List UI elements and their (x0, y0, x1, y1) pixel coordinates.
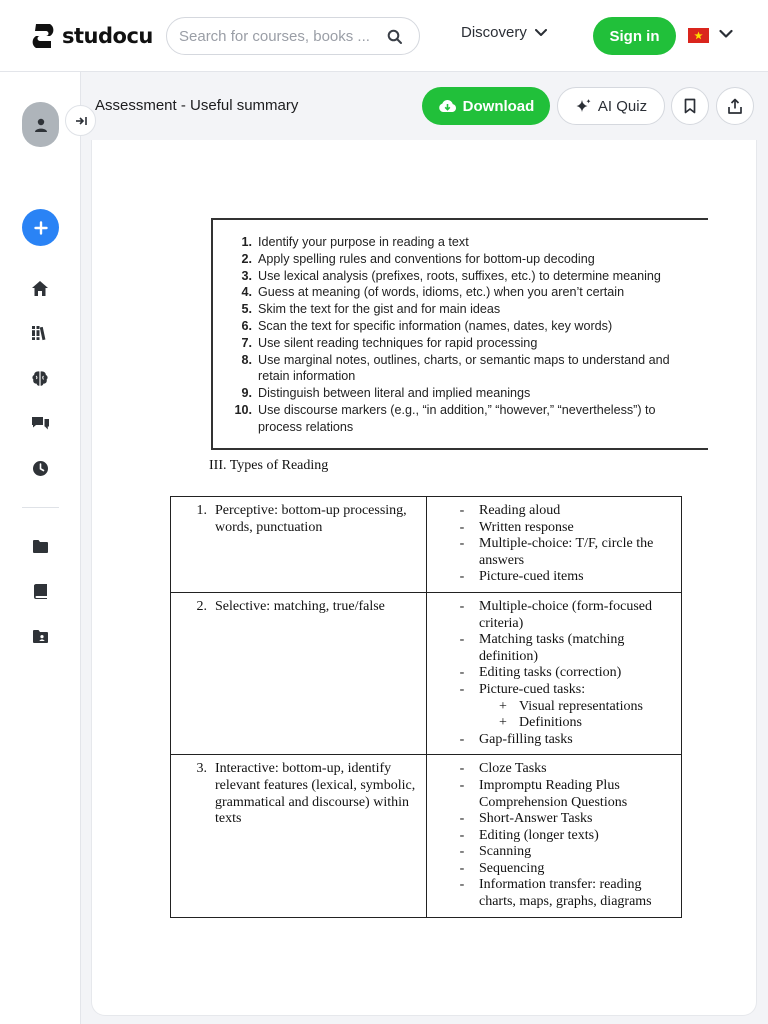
reading-type (179, 503, 418, 536)
chevron-down-icon (535, 24, 547, 41)
studocu-logo-icon (28, 21, 58, 51)
task-text: Multiple-choice (form-focused criteria) (479, 598, 652, 631)
reading-type (179, 599, 418, 616)
cloud-download-icon (438, 99, 457, 113)
strategy-number: 9. (241, 386, 252, 401)
avatar[interactable] (22, 102, 59, 147)
task-text: Sequencing (479, 860, 545, 876)
strategy-text: Scan the text for specific information (names, dates, key words) (258, 318, 613, 333)
ai-quiz-button[interactable] (557, 87, 665, 125)
strategy-text: Use marginal notes, outlines, charts, or semantic maps to understand and retain information (258, 352, 670, 384)
collapse-sidebar-icon (75, 116, 87, 126)
strategy-item (231, 352, 701, 386)
reading-strategies-list (231, 234, 701, 436)
task-text: Written response (479, 519, 574, 535)
strategy-text: Identify your purpose in reading a text (258, 235, 469, 249)
task-item (435, 778, 673, 811)
task-text: Picture-cued items (479, 569, 584, 585)
task-bullet: - (459, 877, 465, 893)
share-icon (727, 98, 743, 115)
strategy-text: Apply spelling rules and conventions for bottom-up decoding (258, 251, 595, 266)
chat-icon[interactable] (30, 413, 50, 433)
task-item (435, 665, 673, 682)
task-text: Impromptu Reading Plus Comprehension Questions (479, 777, 628, 810)
document-title: Assessment - Useful summary (95, 97, 299, 114)
task-bullet: - (459, 827, 465, 843)
task-item (435, 861, 673, 878)
create-button[interactable] (22, 209, 59, 246)
reading-types-table (170, 496, 682, 918)
bookmark-button[interactable] (671, 87, 709, 125)
task-list-cell (427, 755, 682, 917)
reading-type-number: 1. (196, 503, 207, 518)
strategy-number: 10. (234, 402, 252, 417)
strategy-text: Distinguish between literal and implied meanings (258, 386, 531, 401)
task-text: Multiple-choice: T/F, circle the answers (479, 536, 654, 568)
strategy-number: 4. (241, 285, 252, 300)
search-input[interactable] (179, 28, 375, 45)
strategy-item (231, 402, 701, 436)
table-row (171, 755, 682, 917)
reading-type-text: Interactive: bottom-up, identify relevant features (lexical, symbolic, grammatical and discourse) within texts (215, 761, 416, 827)
strategy-item (231, 268, 701, 285)
task-text: Picture-cued tasks: (479, 681, 586, 697)
task-item (435, 732, 673, 749)
task-item (435, 599, 673, 632)
strategy-item (231, 385, 701, 402)
strategy-number: 6. (241, 318, 252, 333)
bookmark-icon (684, 98, 696, 114)
vietnam-flag-icon[interactable] (688, 28, 709, 43)
strategy-number: 3. (241, 268, 252, 283)
brain-icon[interactable] (30, 368, 50, 388)
share-button[interactable] (716, 87, 754, 125)
plus-icon (34, 221, 48, 235)
strategy-item (231, 234, 701, 251)
task-text: Information transfer: reading charts, maps, graphs, diagrams (479, 877, 652, 910)
collapse-sidebar-button[interactable] (65, 105, 96, 136)
discovery-label: Discovery (461, 24, 527, 41)
task-text: Matching tasks (matching definition) (479, 632, 625, 664)
left-sidebar (0, 72, 81, 1024)
reading-type-cell (171, 497, 427, 593)
task-item (435, 520, 673, 537)
strategy-text: Use lexical analysis (prefixes, roots, suffixes, etc.) to determine meaning (258, 268, 661, 283)
task-bullet: - (459, 761, 465, 777)
book-icon[interactable] (30, 581, 50, 601)
task-text: Editing (longer texts) (479, 827, 599, 843)
task-item (435, 877, 673, 910)
task-bullet: - (459, 777, 465, 793)
subtask-bullet: + (499, 698, 507, 714)
strategy-item (231, 301, 701, 318)
task-bullet: - (459, 860, 465, 876)
sparkle-icon (575, 98, 592, 115)
top-bar (0, 0, 768, 72)
section-title: III. Types of Reading (209, 458, 329, 473)
logo-text: studocu (62, 24, 153, 48)
user-icon (33, 117, 49, 133)
home-icon[interactable] (30, 278, 50, 298)
task-bullet: - (459, 632, 465, 648)
task-text: Scanning (479, 844, 532, 860)
task-item (435, 682, 673, 699)
subtask-bullet: + (499, 715, 507, 731)
task-bullet: - (459, 731, 465, 747)
strategy-number: 8. (241, 352, 252, 367)
task-bullet: - (459, 536, 465, 552)
reading-type-number: 2. (196, 598, 207, 614)
strategy-number: 7. (241, 335, 252, 350)
download-label: Download (462, 97, 535, 115)
subtask-item (435, 699, 673, 716)
task-item (435, 503, 673, 520)
strategy-item (231, 335, 701, 352)
reading-type (179, 761, 418, 827)
document-page (91, 140, 757, 1016)
sidebar-divider (22, 507, 59, 508)
download-button[interactable] (422, 87, 550, 125)
studocu-logo[interactable] (28, 20, 153, 52)
task-item (435, 761, 673, 778)
task-item (435, 828, 673, 845)
task-text: Reading aloud (479, 503, 561, 518)
reading-type-cell (171, 755, 427, 917)
strategy-number: 1. (241, 235, 252, 249)
task-bullet: - (459, 665, 465, 681)
reading-type-number: 3. (196, 761, 207, 777)
reading-type-text: Selective: matching, true/false (215, 598, 385, 614)
clock-icon[interactable] (30, 458, 50, 478)
reading-type-text: Perceptive: bottom-up processing, words, punctuation (215, 503, 407, 535)
discovery-menu[interactable] (461, 24, 547, 41)
strategy-item (231, 318, 701, 335)
table-row (171, 592, 682, 754)
task-text: Gap-filling tasks (479, 731, 573, 747)
task-text: Short-Answer Tasks (479, 811, 593, 827)
strategy-text: Use silent reading techniques for rapid processing (258, 335, 538, 350)
reading-strategies-box (211, 218, 708, 450)
language-chevron-down-icon[interactable] (719, 26, 733, 44)
strategy-text: Guess at meaning (of words, idioms, etc.) when you aren’t certain (258, 285, 625, 300)
task-item (435, 536, 673, 569)
task-text: Editing tasks (correction) (479, 665, 622, 681)
task-item (435, 632, 673, 665)
subtask-item (435, 715, 673, 732)
folder-icon[interactable] (30, 536, 50, 556)
subtask-text: Visual representations (519, 698, 643, 714)
task-bullet: - (459, 681, 465, 697)
strategy-number: 5. (241, 302, 252, 317)
task-bullet: - (459, 598, 465, 614)
strategy-item (231, 251, 701, 268)
task-bullet: - (459, 811, 465, 827)
task-bullet: - (459, 569, 465, 585)
sign-in-button[interactable]: Sign in (593, 17, 676, 55)
task-list-cell (427, 497, 682, 593)
table-row (171, 497, 682, 593)
task-bullet: - (459, 844, 465, 860)
document-header (81, 72, 768, 140)
ai-quiz-label: AI Quiz (597, 97, 648, 115)
library-icon[interactable] (30, 323, 50, 343)
task-list-cell (427, 592, 682, 754)
task-bullet: - (459, 519, 465, 535)
strategy-number: 2. (241, 251, 252, 266)
strategy-item (231, 284, 701, 301)
subtask-text: Definitions (519, 715, 582, 731)
task-bullet: - (459, 503, 465, 518)
shared-folder-icon[interactable] (30, 626, 50, 646)
task-item (435, 811, 673, 828)
strategy-text: Skim the text for the gist and for main ideas (258, 302, 501, 317)
search-box[interactable] (166, 17, 420, 55)
search-icon[interactable] (387, 29, 403, 50)
task-item (435, 844, 673, 861)
task-text: Cloze Tasks (479, 761, 547, 777)
task-item (435, 569, 673, 586)
reading-type-cell (171, 592, 427, 754)
strategy-text: Use discourse markers (e.g., “in addition,” “however,” “nevertheless”) to process relations (258, 402, 656, 434)
